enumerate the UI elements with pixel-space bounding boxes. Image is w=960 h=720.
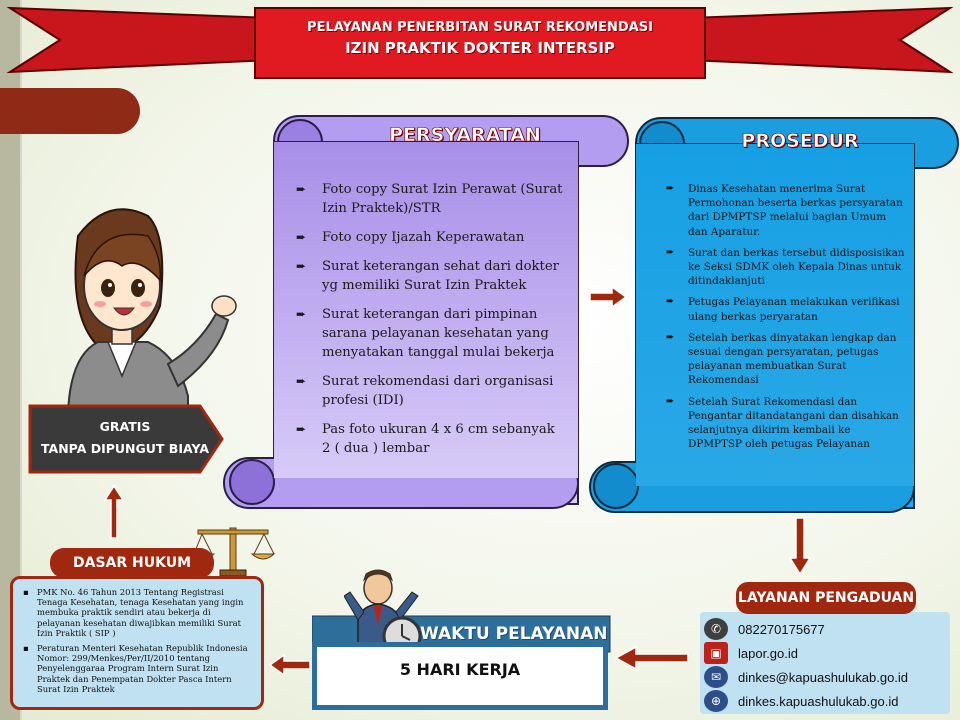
woman-illustration	[38, 196, 238, 414]
dasar-hukum-box	[10, 576, 264, 710]
contact-whatsapp[interactable]	[704, 618, 825, 640]
contact-whatsapp-text: 082270175677	[738, 621, 825, 637]
contact-web[interactable]	[704, 690, 898, 712]
waktu-pelayanan-value: 5 HARI KERJA	[399, 660, 521, 679]
arrow-down-icon	[788, 516, 812, 576]
list-item: ➨ Petugas Pelayanan melakukan verifikasi ulang berkas peryaratan	[666, 295, 906, 323]
title-line-1: PELAYANAN PENERBITAN SURAT REKOMENDASI	[307, 20, 653, 35]
lapor-icon: ▣	[704, 642, 728, 664]
list-item: ➨ Surat keterangan dari pimpinan sarana pelayanan kesehatan yang menyatakan tanggal mulai bekerja	[296, 305, 564, 362]
list-item: ➨ Surat dan berkas tersebut didisposisikan ke Seksi SDMK oleh Kepala Dinas untuk ditindaklanjuti	[666, 246, 906, 289]
dasar-hukum-label: DASAR HUKUM	[50, 548, 214, 578]
contact-email[interactable]	[704, 666, 908, 688]
persyaratan-heading: PERSYARATAN	[389, 124, 541, 146]
arrow-up-icon	[104, 484, 124, 540]
list-item: ➨ Setelah berkas dinyatakan lengkap dan sesuai dengan persyaratan, petugas pelayanan membuatkan Surat Rekomendasi	[666, 331, 906, 388]
list-item: ➨ Foto copy Ijazah Keperawatan	[296, 228, 564, 247]
list-item: ▪ PMK No. 46 Tahun 2013 Tentang Registrasi Tenaga Kesehatan, tenaga Kesehatan yang ingin membuka praktik sendiri atau bekerja di pelayanan kesehatan diwajibkan memiliki Surat Izin Praktik ( SIP )	[19, 587, 253, 638]
gratis-line-2: TANPA DIPUNGUT BIAYA	[40, 441, 209, 456]
contact-lapor-text: lapor.go.id	[738, 645, 798, 661]
list-item: ➨ Surat rekomendasi dari organisasi profesi (IDI)	[296, 372, 564, 410]
waktu-pelayanan-label: WAKTU PELAYANAN	[420, 624, 608, 644]
web-icon: ⊕	[704, 690, 728, 712]
list-item: ➨ Surat keterangan sehat dari dokter yg memiliki Surat Izin Praktek	[296, 257, 564, 295]
prosedur-list	[666, 182, 906, 458]
title-line-2: IZIN PRAKTIK DOKTER INTERSIP	[345, 39, 615, 57]
arrow-left-icon	[268, 654, 312, 676]
email-icon: ✉	[704, 666, 728, 688]
dasar-hukum-list	[19, 587, 253, 694]
list-item: ➨ Dinas Kesehatan menerima Surat Permohonan beserta berkas persyaratan dari DPMPTSP melalui bagian Umum dan Aparatur.	[666, 182, 906, 239]
list-item: ➨ Setelah Surat Rekomendasi dan Pengantar ditandatangani dan disahkan selanjutnya dikirim kembali ke DPMPTSP oleh petugas Pelayanan	[666, 395, 906, 452]
list-item: ➨ Pas foto ukuran 4 x 6 cm sebanyak 2 ( dua ) lembar	[296, 420, 564, 458]
arrow-left-icon	[614, 646, 690, 670]
list-item: ➨ Foto copy Surat Izin Perawat (Surat Izin Praktek)/STR	[296, 180, 564, 218]
gratis-line-1: GRATIS	[99, 419, 151, 434]
left-decor-tab	[0, 88, 140, 134]
prosedur-heading: PROSEDUR	[741, 130, 859, 152]
whatsapp-icon: ✆	[704, 618, 728, 640]
layanan-pengaduan-label: LAYANAN PENGADUAN	[736, 582, 916, 614]
contact-web-text: dinkes.kapuashulukab.go.id	[738, 693, 899, 709]
persyaratan-list	[296, 180, 564, 468]
list-item: ▪ Peraturan Menteri Kesehatan Republik Indonesia Nomor: 299/Menkes/Per/II/2010 tentang Penyelenggaraa Program Intern Surat Izin Praktek dan Penempatan Dokter Pasca Intern Surat Izin Praktek	[19, 643, 253, 694]
gratis-badge	[30, 406, 220, 472]
contact-email-text: dinkes@kapuashulukab.go.id	[738, 669, 909, 685]
page-title	[260, 18, 700, 78]
contact-lapor[interactable]	[704, 642, 798, 664]
